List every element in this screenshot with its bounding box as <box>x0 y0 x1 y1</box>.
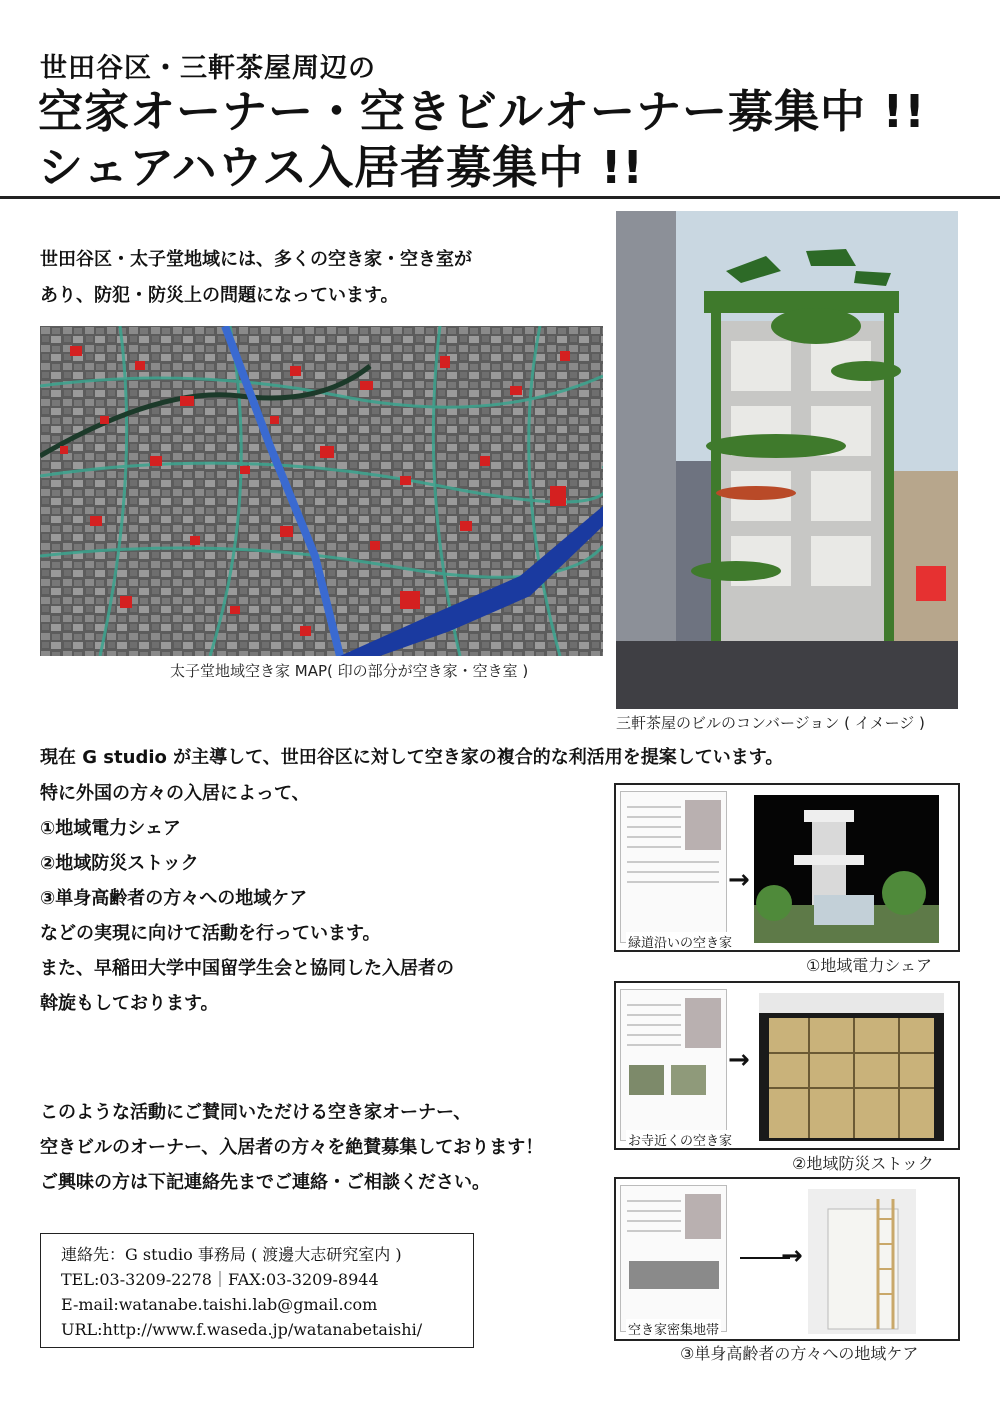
example-3-caption: ③単身高齢者の方々への地域ケア <box>680 1344 919 1363</box>
body-line: ①地域電力シェア <box>40 818 181 839</box>
building-conversion-graphic <box>616 211 958 709</box>
body-list <box>40 776 454 1021</box>
example-elderly-care <box>614 1177 960 1341</box>
body-line: ②地域防災ストック <box>40 853 199 874</box>
appeal-line: ご興味の方は下記連絡先までご連絡・ご相談ください。 <box>40 1172 490 1193</box>
arrow-icon: → <box>728 865 750 895</box>
contact-phone: TEL:03-3209-2278｜FAX:03-3209-8944 <box>61 1270 379 1289</box>
appeal-line: このような活動にご賛同いただける空き家オーナー、 <box>40 1102 472 1123</box>
example-2-doc-label: お寺近くの空き家 <box>626 1130 734 1149</box>
proposal-sheet-2 <box>620 989 727 1141</box>
example-disaster-stock <box>614 981 960 1150</box>
proposal-sheet-1 <box>620 791 727 943</box>
body-line: 斡旋もしております。 <box>40 993 219 1014</box>
header-title-residents: シェアハウス入居者募集中 !! <box>38 141 644 194</box>
vacancy-map <box>40 326 603 656</box>
proposal-sheet-graphic <box>621 990 726 1140</box>
contact-box <box>40 1233 474 1348</box>
body-line: 特に外国の方々の入居によって、 <box>40 783 310 804</box>
contact-url[interactable]: URL:http://www.f.waseda.jp/watanabetaishi/ <box>61 1320 423 1339</box>
disaster-stock-graphic <box>759 993 944 1141</box>
header-title-owners: 空家オーナー・空きビルオーナー募集中 !! <box>38 85 926 138</box>
elderly-care-model <box>808 1189 916 1334</box>
header-divider <box>0 196 1000 199</box>
proposal-sheet-graphic <box>621 792 726 942</box>
appeal-block <box>40 1095 543 1200</box>
arrow-icon: → <box>728 1045 750 1075</box>
body-line: などの実現に向けて活動を行っています。 <box>40 923 381 944</box>
example-1-doc-label: 緑道沿いの空き家 <box>626 932 734 951</box>
body-line: また、早稲田大学中国留学生会と協同した入居者の <box>40 958 454 979</box>
example-3-doc-label: 空き家密集地帯 <box>626 1319 721 1338</box>
appeal-line: 空きビルのオーナー、入居者の方々を絶賛募集しております！ <box>40 1137 544 1158</box>
body-lead: 現在 G studio が主導して、世田谷区に対して空き家の複合的な利活用を提案しています。 <box>40 747 784 768</box>
vacancy-map-graphic <box>40 326 603 656</box>
power-share-render <box>754 795 939 943</box>
building-conversion-image <box>616 211 958 709</box>
arrow-icon: → <box>781 1241 803 1271</box>
map-caption: 太子堂地域空き家 MAP( 印の部分が空き家・空き室 ) <box>170 662 529 680</box>
header-subtitle: 世田谷区・三軒茶屋周辺の <box>40 53 376 84</box>
elderly-care-graphic <box>808 1189 916 1334</box>
proposal-sheet-3 <box>620 1185 727 1332</box>
proposal-sheet-graphic <box>621 1186 726 1331</box>
power-share-graphic <box>754 795 939 943</box>
disaster-stock-render <box>759 993 944 1141</box>
contact-office: 連絡先：G studio 事務局 ( 渡邊大志研究室内 ) <box>61 1245 402 1264</box>
example-1-caption: ①地域電力シェア <box>806 956 933 975</box>
contact-email[interactable]: E-mail:watanabe.taishi.lab@gmail.com <box>61 1295 378 1314</box>
photo-caption: 三軒茶屋のビルのコンバージョン ( イメージ ) <box>616 714 925 732</box>
example-2-caption: ②地域防災ストック <box>792 1154 934 1173</box>
example-power-share <box>614 783 960 952</box>
intro-line-2: あり、防犯・防災上の問題になっています。 <box>40 285 399 306</box>
intro-line-1: 世田谷区・太子堂地域には、多くの空き家・空き室が <box>40 249 472 270</box>
body-line: ③単身高齢者の方々への地域ケア <box>40 888 308 909</box>
